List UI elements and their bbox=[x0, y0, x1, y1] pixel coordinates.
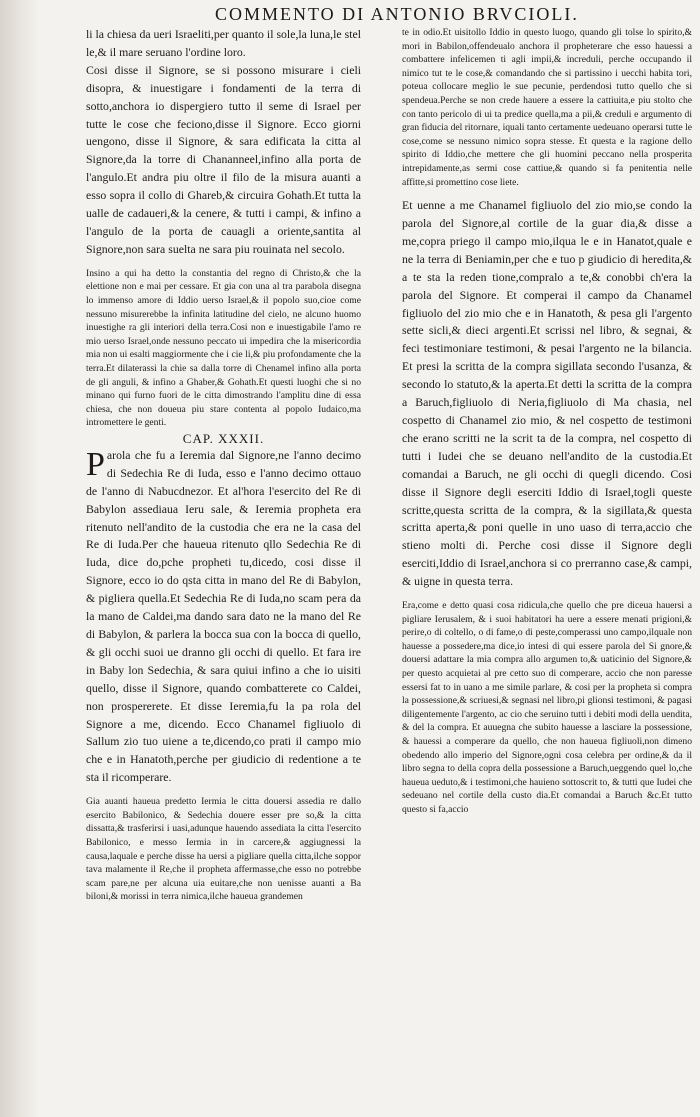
page-gutter-shadow bbox=[0, 0, 38, 1117]
spacer bbox=[402, 189, 692, 197]
scripture-paragraph-2 bbox=[86, 447, 361, 787]
scripture-paragraph-3: Et uenne a me Chanamel figliuolo del zio mio,se condo la parola del Signore,al cortile de la guar dia,& disse a me,copra priego il campo mio,ilqua le e in Hanatot,quale e ne la terra di Beniamin,per che e tuo p giudicio di heredita,& a te sta la reden tione,compralo a te,& conobbi ch'era la parola del Signore. Et comperai il campo da Chanamel figliuolo del zio mio che e in Hanatoth, & pesa gli l'argento sette sicli,& dieci argenti.Et scrissi nel libro, & segnai, & feci testimoniare testimoni, & pesai l'argento ne la bilancia. Et presi la scritta de la compra sigillata secondo l'usanza, & secondo lo statuto,& la aperta.Et detti la scritta de la compra a Baruch,figliuolo di Neria,figliuolo di Ma chasia, nel cospetto di Chanamel zio mio, & nel cospetto de testimoni che erano scritti ne la scrit ta de la compra, nel cospetto di tutti i Iudei che se deuano nell'andito de la custodia.Et comandai a Baruch, ne gli occhi di quegli dicendo. Cosi disse il Signore degli eserciti Iddio di Israel,togli queste scritte,questa scritta de la compra, & la sigillata,& questa scritta aperta,& poni quelle in uno uaso di terra,accio che stieno molti di. Perche cosi disse il Signore degli eserciti,Iddio di Israel,anchora si co prerranno case,& campi, & uigne in questa terra. bbox=[402, 198, 692, 589]
opening-lines: li la chiesa da ueri Israeliti,per quanto il sole,la luna,le stel le,& il mare seruano l'ordine loro. bbox=[86, 27, 361, 59]
commentary-paragraph-3: te in odio.Et uisitollo Iddio in questo luogo, quando gli tolse lo spirito,& mori in Babilon,offendeualo anchora il propheterare che esso hauessi a combattere infelicemen ti agli impii,& increduli, perche occupando il nimico tut te le cose,& comandando che si partissino i uecchi habita tori, poteua collocare meglio le sue pecunie, perdendosi tutto quello che si spendeua.Perche se non crede hauere a essere la cattiuita,e piu stolto che con tanto pericolo di ui ta predice quella,ma a pii,& creduli e argumento di gran fiducia del ritornare, iquali tanto certamente uedeuano operarsi tutte le cose,come se nessuno nimico sopra stesse. Et questa e la ragione dello spirito di Iddio,che mettere che gli huomini peccano nella prosperita intrepidamente,as sermi cose cattiue,& quando si fa penitentia nelle affitte,si promettino cose liete. bbox=[402, 27, 692, 188]
scripture-paragraph-1: Cosi disse il Signore, se si possono misurare i cieli disopra, & inuestigare i fondamenti de la terra di sotto,anchora io dispergiero tutto il seme di Israel per tutte le cose che feciono,disse il Signore. Ecco giorni uengono, disse il Signore, & sara edificata la citta al Signore,da la torre di Chananneel,infino alla porta de l'angulo.Et andra piu oltre il filo de la misura auanti a esso sopra il collo di Ghareb,& circuira Gohath.Et tutta la ualle de cadaueri,& la cenere, & tutti i campi, & infino a l'angulo de la porta de cauagli a oriente,santita al Signore,non sara suelta ne sara piu rouinata nel secolo. bbox=[86, 62, 361, 256]
right-column bbox=[402, 26, 692, 817]
commentary-paragraph-1: Insino a qui ha detto la constantia del regno di Christo,& che la elettione non e mai per cessare. Et gia con una al tra parabola disegna lo immenso amore di Iddio uerso Israel,& il popolo suo,cioe come nessuno misurerebbe la infinita latitudine del cielo, ne alcuno huomo inuestighe ra gli interiori della terra.Cosi non e inuestigabile l'amo re mio uerso Israel,onde nessuno peccato ui impedira che la misericordia mia non ui esalti maggiormente che i cie li,& piu profondamente che la terra.Et dilaterassi la chie sa dalla torre di Chenamel infino alla porta de gli anguli, & infino a Ghaber,& Gohath.Et questi luoghi che si no minano qui furno fuori de le citta dimostrando l'amplitu dine di essa chiesa, che non doueua piu stare contenta al popolo Iudaico,ma intromettere le genti. bbox=[86, 267, 361, 429]
chapter-heading: CAP. XXXII. bbox=[182, 430, 265, 446]
running-header: COMMENTO DI ANTONIO BRVCIOLI. bbox=[215, 4, 579, 24]
scripture-paragraph-2-text: arola che fu a Ieremia dal Signore,ne l'anno decimo di Sedechia Re di Iuda, esso e l'anno decimo ottauo de l'anno di Nabucdnezor. Et al'hora l'esercito del Re di Babylon assediaua Ieru sale, & Ieremia propheta era ritenuto nell'andito de la custodia che era ne la casa del Re di Iuda.Per che haueua ritenuto qllo Sedechia Re di Iuda, dice do,pche propheti tu,dicedo, cosi disse il Signore, ecco io do qsta citta in mano del Re di Babylon, & pigliera quella.Et Sedechia Re di Iuda,no scam pera da la mano de Caldei,ma dando sara dato ne la mano del Re di Babylon, & parlera la bocca sua con la bocca di quello, & gli occhi suoi ue dranno gli occhi di quello. Et fara ire in Baby lon Sedechia, & sara quiui infino a che io uisiti quello, disse il Signore, quando combatterete co Caldei, non prospererete. Et disse Ieremia,fu la pa rola del Signore a me, dicendo. Ecco Chanamel figliuolo di Sallum zio tuo uiene a te,dicendo,co prati il campo mio che e in Hanatoth,perche per giudicio di redentione a te sta il ricomperare. bbox=[86, 447, 361, 785]
commentary-paragraph-4: Era,come e detto quasi cosa ridicula,che quello che pre diceua hauersi a pigliare Ierusalem, & i suoi habitatori ha uere a essere menati prigioni,& perire,o di coltello, o di fame,o di peste,comperassi uno campo,ilquale non hauesse a possedere,ma dice,io intesi di qui essere parola del Si gnore,& douersi adattare la mia compra allo argumen to,& uaticinio del Signore,& per questo acquietai al pre cetto suo di comperare, accio che non paresse essersi fat to in uano a me simile parlare, & cosi per la propheta si compra la possessione,& scriuesi,& segnasi nel libro,pi glionsi testimoni, & pagasi diligentemente l'argento, ac cio che seruino tutti i debiti modi della uendita, & del la compra. Et auuegna che subito hauesse a lasciare la possessione, & hauessi a comperare da quello, che non haueua figliuoli,non dimeno obedendo allo imperio del Signore,ogni cosa celebra per ordine,& da il libro segna to della copra della possessione a Baruch,ueggendo quel lo,che haueua ueduto,& i testimoni,che hauieno sottoscrit to, & tutti que Iudei che sedeuano nel cortile della custo dia.Et comandai a Baruch &c.Et tutto questo si fa,accio bbox=[402, 600, 692, 815]
commentary-paragraph-2: Gia auanti haueua predetto Iermia le citta douersi assedia re dallo esercito Babilonico, & Sedechia douere esser pre so,& la citta dissatta,& trasferirsi i uasi,adunque hauendo assediata la citta l'esercito Babilonico, e messo Iermia in in carcere,& aggiugnessi la causa,laquale e perche disse ha uersi a pigliare quella citta,ilche soppor tava malamente il Re,che il propheta affermasse,che esso no potrebbe scam pare,ne per alcuna uia euitare,che non uenisse auanti a Ba biloni,& morissi in terra nimica,ilche haueua grandemen bbox=[86, 796, 361, 903]
left-column bbox=[86, 26, 361, 904]
drop-cap: P bbox=[86, 445, 105, 483]
